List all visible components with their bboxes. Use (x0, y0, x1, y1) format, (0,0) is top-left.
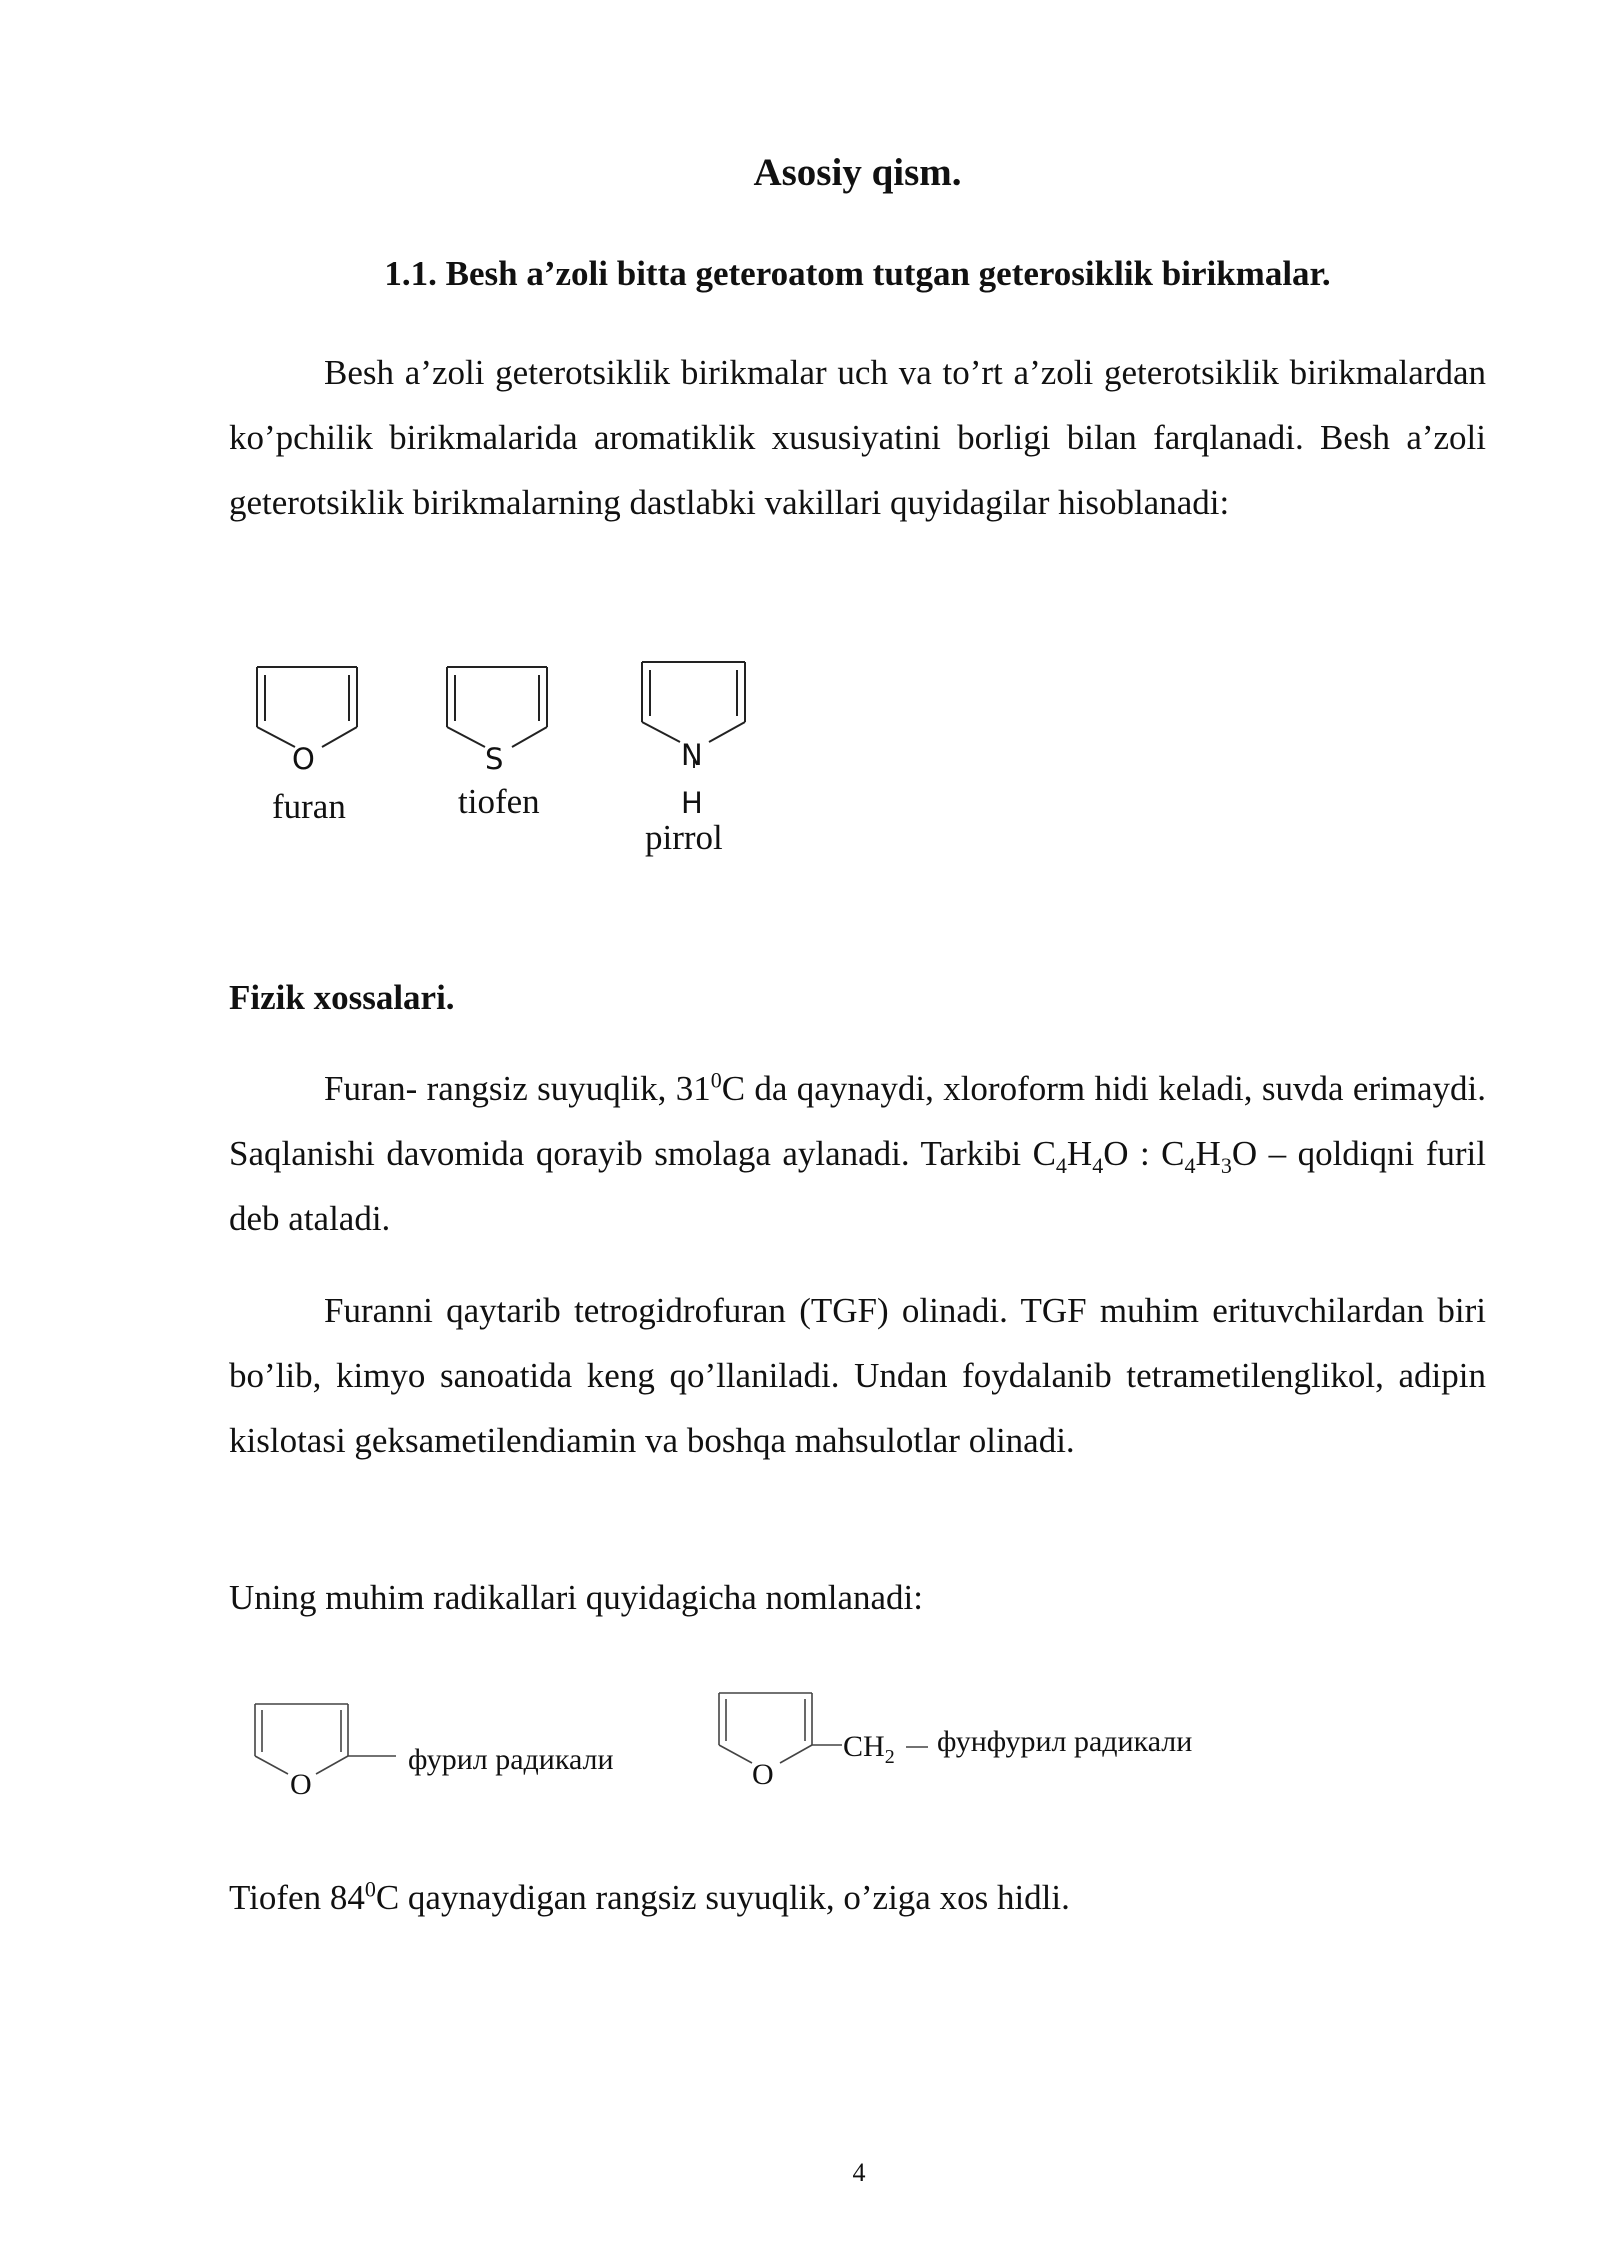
subscript: 3 (1220, 1153, 1232, 1178)
pirrol-label: pirrol (645, 818, 723, 857)
physical-properties-heading: Fizik xossalari. (229, 978, 455, 1017)
text-run: O – qoldiqni furil deb ataladi. (229, 1134, 1486, 1238)
page-number: 4 (852, 2158, 866, 2187)
section-heading: 1.1. Besh a’zoli bitta geteroatom tutgan geterosiklik birikmalar. (384, 254, 1331, 293)
ch2-group-label (843, 1730, 895, 1769)
text-run: Tiofen 84 (229, 1878, 365, 1917)
superscript: 0 (364, 1876, 376, 1902)
subscript: 4 (1092, 1153, 1104, 1178)
subscript: 4 (1184, 1153, 1196, 1178)
text-run: C da qaynaydi, xloroform hidi keladi, suvda erimaydi. Saqlanishi davomida qorayib smolaga aylanadi. Tarkibi C (229, 1069, 1486, 1173)
page-title (115, 150, 1600, 195)
furan-paragraph (229, 1056, 1486, 1251)
ch2-bond-line (906, 1745, 930, 1749)
pirrol-hydrogen-label: H (681, 786, 703, 820)
furan-label: furan (272, 787, 346, 826)
furan-oxygen-label: O (292, 742, 315, 776)
superscript: 0 (710, 1067, 722, 1093)
furil-oxygen-label: O (290, 1768, 312, 1801)
furfuril-oxygen-label: O (752, 1758, 774, 1791)
intro-paragraph: Besh a’zoli geterotsiklik birikmalar uch va to’rt a’zoli geterotsiklik birikmalardan ko’pchilik birikmalarida aromatiklik xususiyatini borligi bilan farqlanadi. Besh a’zoli geterotsiklik birikmalarning dastlabki vakillari quyidagilar hisoblanadi: (229, 353, 1486, 522)
tiofen-sulfur-label: S (485, 742, 504, 776)
ch2-subscript: 2 (884, 1746, 895, 1768)
text-run: H (1066, 1134, 1093, 1173)
furil-radical-structure (248, 1690, 408, 1800)
tgf-paragraph: Furanni qaytarib tetrogidrofuran (TGF) olinadi. TGF muhim erituvchilardan biri bo’lib, kimyo sanoatida keng qo’llaniladi. Undan foydalanib tetrametilenglikol, adipin kislotasi geksametilendiamin va boshqa mahsulotlar olinadi. (229, 1291, 1486, 1460)
page-title-text: Asosiy qism. (753, 151, 962, 194)
pirrol-nitrogen-label: N (681, 738, 703, 772)
tiofen-paragraph (229, 1865, 1486, 1930)
text-run: O : C (1103, 1134, 1185, 1173)
text-run: H (1195, 1134, 1221, 1173)
radicals-intro: Uning muhim radikallari quyidagicha nomlanadi: (229, 1578, 924, 1617)
furil-radical-label: фурил радикали (408, 1743, 614, 1776)
subscript: 4 (1055, 1153, 1067, 1178)
ch-text: CH (843, 1730, 885, 1763)
text-run: Furan- rangsiz suyuqlik, 31 (324, 1069, 711, 1108)
tiofen-label: tiofen (458, 782, 540, 821)
furfuril-radical-label: фунфурил радикали (937, 1725, 1193, 1758)
text-run: C qaynaydigan rangsiz suyuqlik, o’ziga xos hidli. (375, 1878, 1070, 1917)
